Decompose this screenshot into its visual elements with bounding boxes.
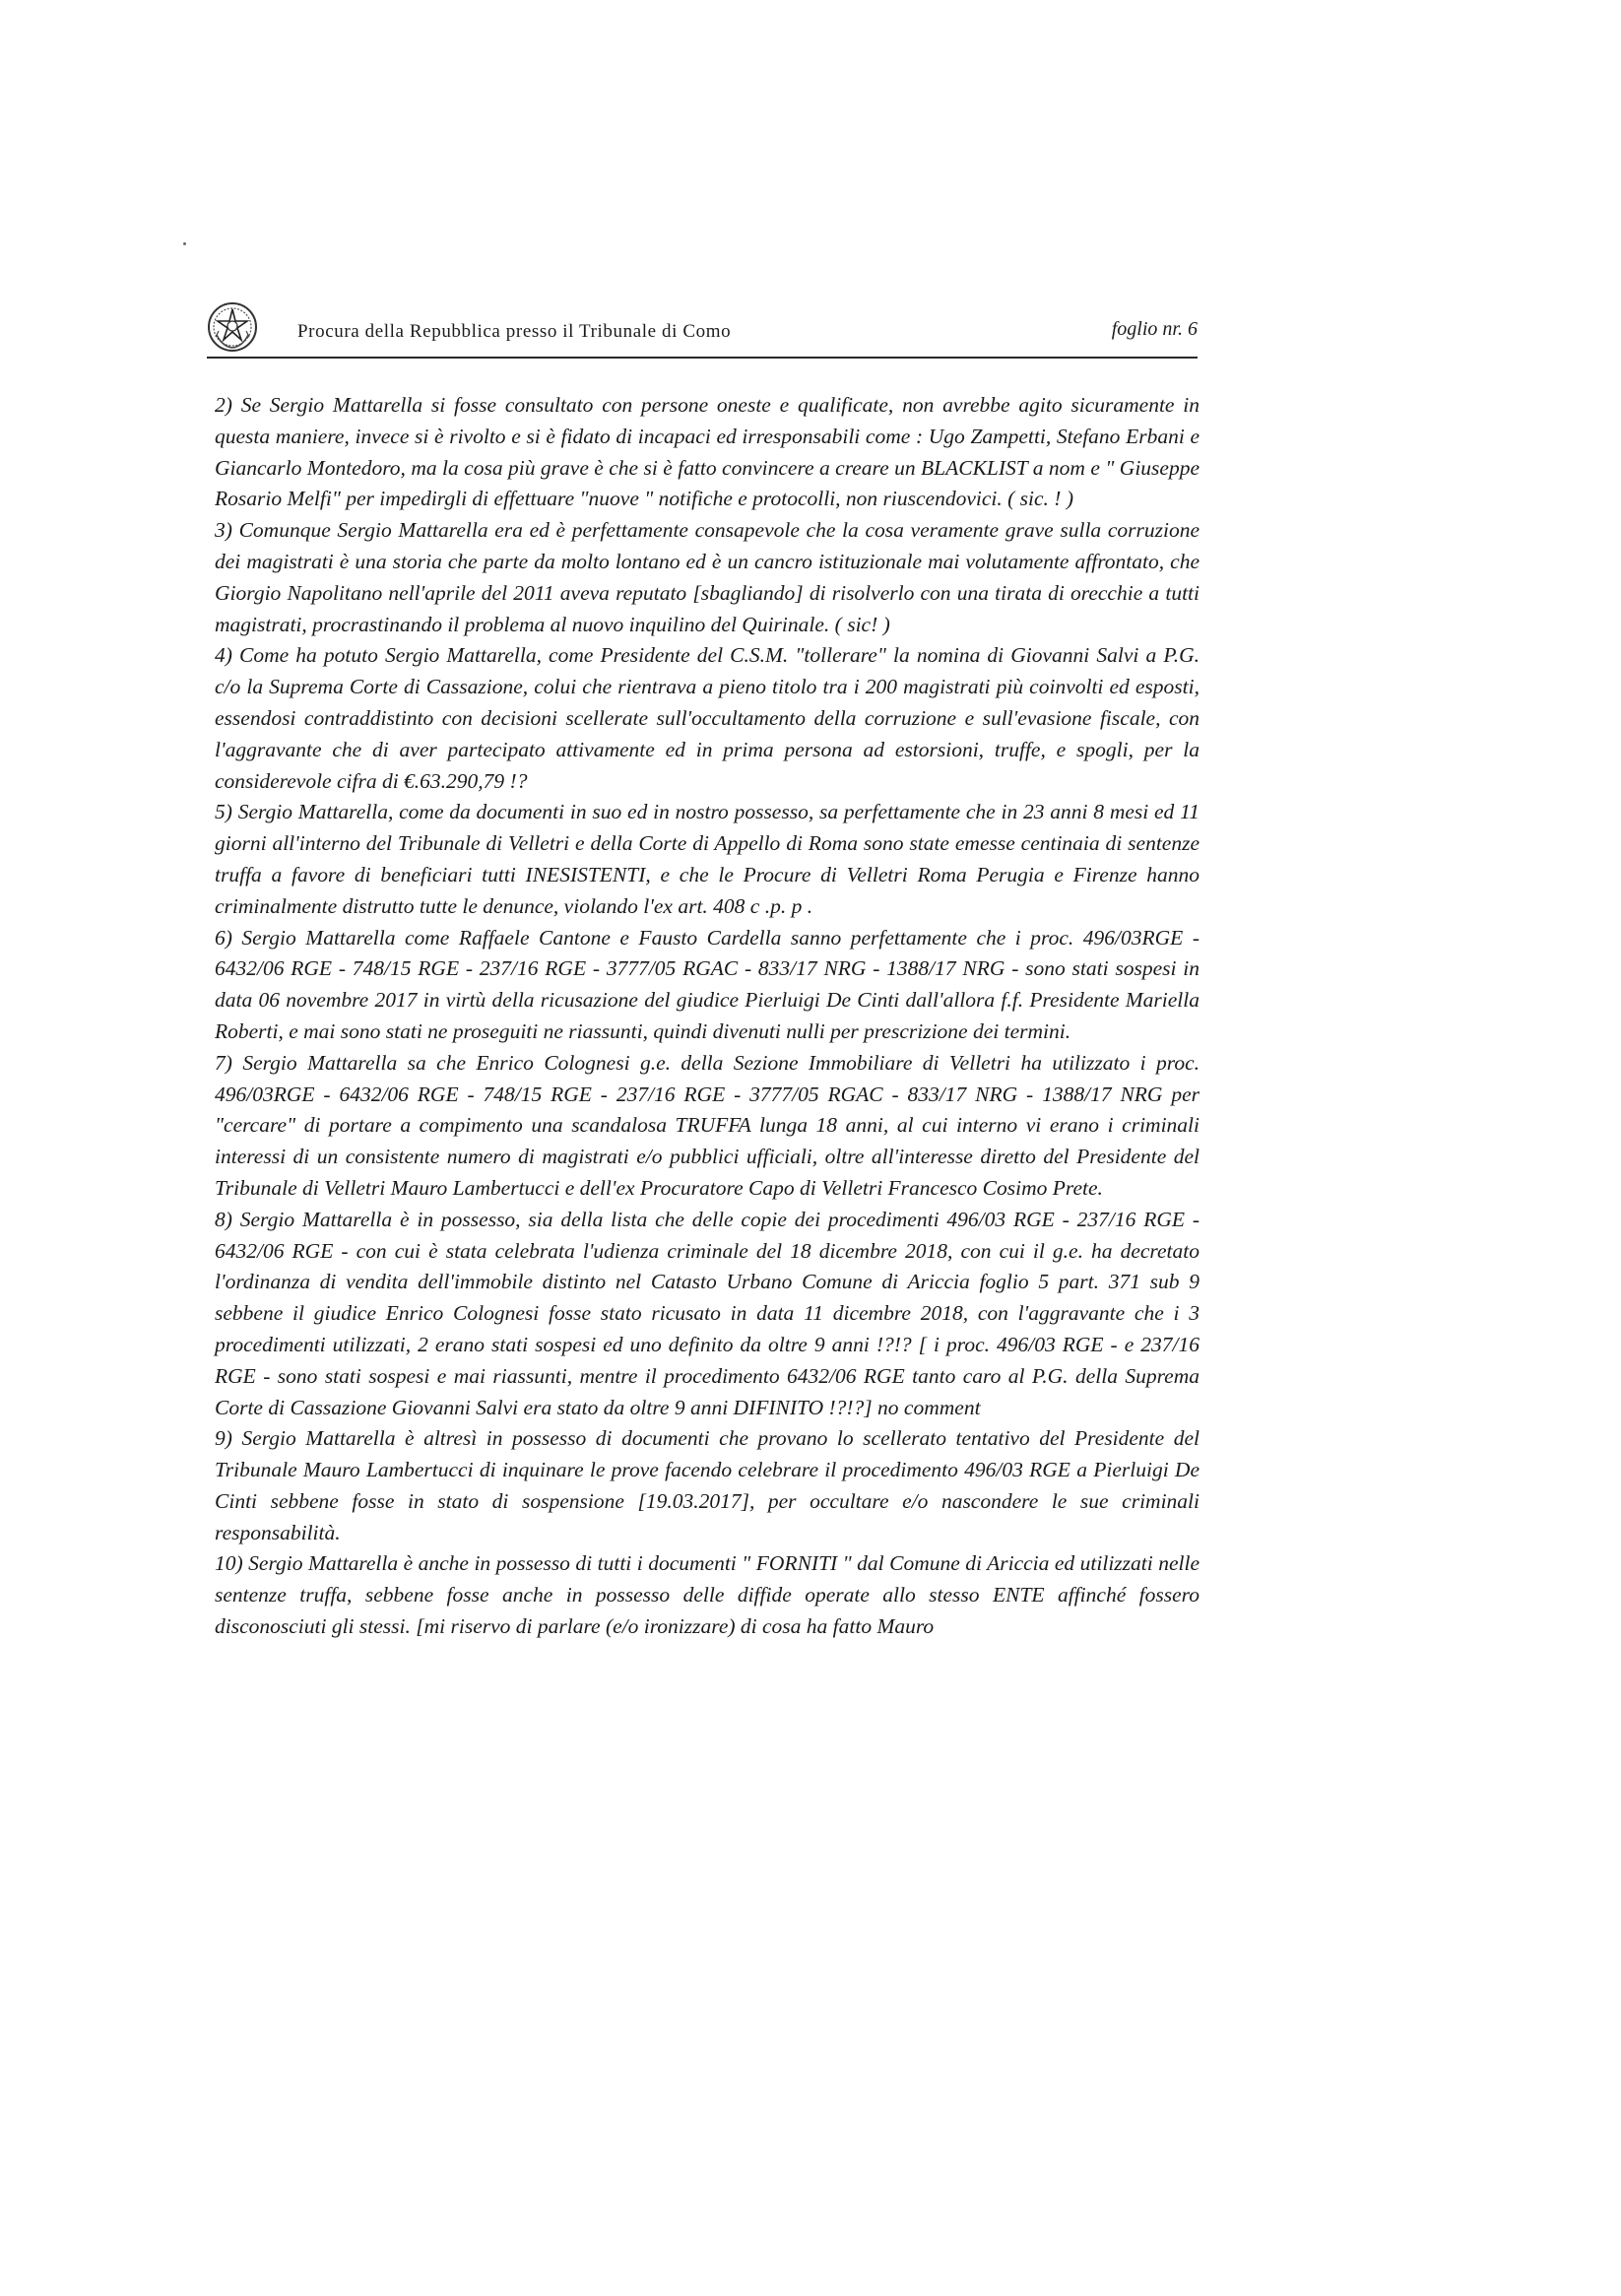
paragraph-9: 9) Sergio Mattarella è altresì in possesso di documenti che provano lo scellerato tentativo del Presidente del Tribunale Mauro Lambertucci di inquinare le prove facendo celebrare il procedimento 496/03 RGE a Pierluigi De Cinti sebbene fosse in stato di sospensione [19.03.2017], per occultare e/o nascondere le sue criminali responsabilità.: [215, 1426, 1200, 1544]
paragraph-2: 2) Se Sergio Mattarella si fosse consultato con persone oneste e qualificate, non avrebbe agito sicuramente in questa maniere, invece si è rivolto e si è fidato di incapaci ed irresponsabili come : Ugo Zampetti, Stefano Erbani e Giancarlo Montedoro, ma la cosa più grave è che si è fatto convincere a creare un BLACKLIST a nom e " Giuseppe Rosario Melfi" per impedirgli di effettuare "nuove " notifiche e protocolli, non riuscendovici. ( sic. ! ): [215, 393, 1200, 511]
header-divider: [207, 357, 1198, 359]
scan-speck: [183, 242, 186, 245]
paragraph-3: 3) Comunque Sergio Mattarella era ed è perfettamente consapevole che la cosa veramente grave sulla corruzione dei magistrati è una storia che parte da molto lontano ed è un cancro istituzionale mai volutamente affrontato, che Giorgio Napolitano nell'aprile del 2011 aveva reputato [sbagliando] di risolverlo con una tirata di orecchie a tutti magistrati, procrastinando il problema al nuovo inquilino del Quirinale. ( sic! ): [215, 518, 1200, 636]
paragraph-7: 7) Sergio Mattarella sa che Enrico Colognesi g.e. della Sezione Immobiliare di Velletri ha utilizzato i proc. 496/03RGE - 6432/06 RGE - 748/15 RGE - 237/16 RGE - 3777/05 RGAC - 833/17 NRG - 1388/17 NRG per "cercare" di portare a compimento una scandalosa TRUFFA lunga 18 anni, al cui interno vi erano i criminali interessi di un consistente numero di magistrati e/o pubblici ufficiali, oltre all'interesse diretto del Presidente del Tribunale di Velletri Mauro Lambertucci e dell'ex Procuratore Capo di Velletri Francesco Cosimo Prete.: [215, 1050, 1200, 1200]
document-body: [215, 390, 1200, 1643]
republic-emblem-icon: [207, 301, 258, 353]
paragraph-5: 5) Sergio Mattarella, come da documenti in suo ed in nostro possesso, sa perfettamente che in 23 anni 8 mesi ed 11 giorni all'interno del Tribunale di Velletri e della Corte di Appello di Roma sono state emesse centinaia di sentenze truffa a favore di beneficiari tutti INESISTENTI, e che le Procure di Velletri Roma Perugia e Firenze hanno criminalmente distrutto tutte le denunce, violando l'ex art. 408 c .p. p .: [215, 800, 1200, 918]
paragraph-6: 6) Sergio Mattarella come Raffaele Cantone e Fausto Cardella sanno perfettamente che i proc. 496/03RGE - 6432/06 RGE - 748/15 RGE - 237/16 RGE - 3777/05 RGAC - 833/17 NRG - 1388/17 NRG - sono stati sospesi in data 06 novembre 2017 in virtù della ricusazione del giudice Pierluigi De Cinti dall'allora f.f. Presidente Mariella Roberti, e mai sono stati ne proseguiti ne riassunti, quindi divenuti nulli per prescrizione dei termini.: [215, 925, 1200, 1043]
paragraph-4: 4) Come ha potuto Sergio Mattarella, come Presidente del C.S.M. "tollerare" la nomina di Giovanni Salvi a P.G. c/o la Suprema Corte di Cassazione, colui che rientrava a pieno titolo tra i 200 magistrati più coinvolti ed esposti, essendosi contraddistinto con decisioni scellerate sull'occultamento della corruzione e sull'evasione fiscale, con l'aggravante che di aver partecipato attivamente ed in prima persona ad estorsioni, truffe, e spogli, per la considerevole cifra di €.63.290,79 !?: [215, 643, 1200, 793]
office-name: Procura della Repubblica presso il Tribunale di Como: [297, 321, 732, 342]
paragraph-10: 10) Sergio Mattarella è anche in possesso di tutti i documenti " FORNITI " dal Comune di Ariccia ed utilizzati nelle sentenze truffa, sebbene fosse anche in possesso delle diffide operate allo stesso ENTE affinché fossero disconosciuti gli stessi. [mi riservo di parlare (e/o ironizzare) di cosa ha fatto Mauro: [215, 1551, 1200, 1639]
page-number: foglio nr. 6: [1111, 318, 1198, 340]
paragraph-8: 8) Sergio Mattarella è in possesso, sia della lista che delle copie dei procedimenti 496/03 RGE - 237/16 RGE - 6432/06 RGE - con cui è stata celebrata l'udienza criminale del 18 dicembre 2018, con cui il g.e. ha decretato l'ordinanza di vendita dell'immobile distinto nel Catasto Urbano Comune di Ariccia foglio 5 part. 371 sub 9 sebbene il giudice Enrico Colognesi fosse stato ricusato in data 11 dicembre 2018, con l'aggravante che i 3 procedimenti utilizzati, 2 erano stati sospesi ed uno definito da oltre 9 anni !?!? [ i proc. 496/03 RGE - e 237/16 RGE - sono stati sospesi e mai riassunti, mentre il procedimento 6432/06 RGE tanto caro al P.G. della Suprema Corte di Cassazione Giovanni Salvi era stato da oltre 9 anni DIFINITO !?!?] no comment: [215, 1207, 1200, 1419]
letterhead: [207, 301, 1198, 359]
